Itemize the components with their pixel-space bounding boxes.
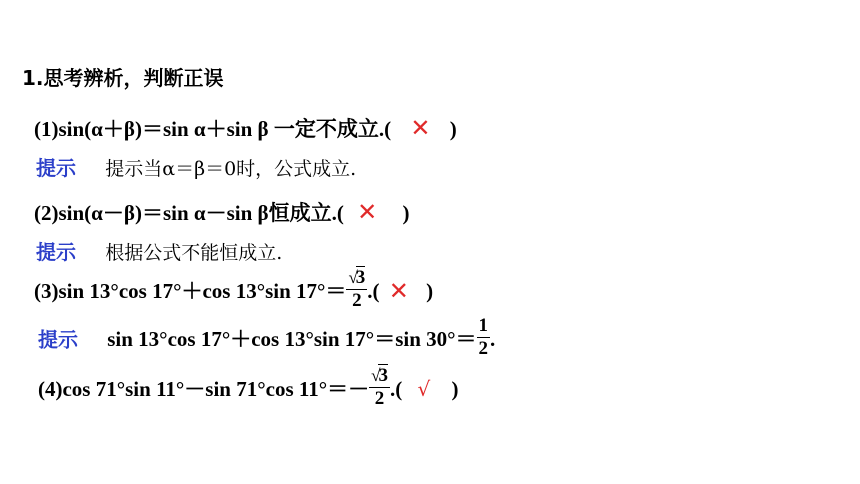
wrong-mark-icon: ✕ <box>410 114 431 142</box>
statement-4 <box>38 365 459 411</box>
check-mark-icon: √ <box>417 377 431 402</box>
hint-3-after: . <box>490 326 496 351</box>
sqrt-icon: √ <box>348 268 358 287</box>
hint-2 <box>36 242 282 263</box>
statement-3-text: (3)sin 13°cos 17°＋cos 13°sin 17°＝ <box>34 278 347 303</box>
hint-3-text: sin 13°cos 17°＋cos 13°sin 17°＝sin 30°＝ <box>107 326 477 351</box>
hint-label: 提示 <box>38 327 78 352</box>
statement-3-close: ) <box>426 278 434 303</box>
statement-1-text: (1)sin(α＋β)＝sin α＋sin β 一定不成立.( <box>34 117 392 141</box>
statement-4-text: (4)cos 71°sin 11°－sin 71°cos 11°＝－ <box>38 376 370 401</box>
fraction-1-over-2: $\frac{1}{2}$ <box>478 315 489 359</box>
wrong-mark-icon: ✕ <box>388 277 409 306</box>
hint-1 <box>36 158 356 179</box>
hint-label: 提示 <box>36 156 76 180</box>
statement-1 <box>34 116 457 140</box>
statement-3-after: .( <box>367 278 380 303</box>
hint-label: 提示 <box>36 240 76 264</box>
statement-4-after: .( <box>389 376 403 401</box>
statement-2-close: ) <box>402 201 410 225</box>
hint-1-text: 提示当α＝β＝0时，公式成立. <box>105 158 357 180</box>
wrong-mark-icon: ✕ <box>357 198 378 226</box>
statement-1-close: ) <box>449 117 457 141</box>
hint-2-text: 根据公式不能恒成立. <box>105 242 283 264</box>
statement-2 <box>34 200 409 224</box>
statement-4-close: ) <box>451 376 459 401</box>
title: 1.思考辨析，判断正误 <box>22 66 224 90</box>
hint-3 <box>38 315 496 361</box>
fraction-sqrt3-over-2: $\frac{√3}{2}$ <box>348 267 366 311</box>
statement-2-text: (2)sin(α－β)＝sin α－sin β恒成立.( <box>34 201 344 225</box>
statement-3 <box>34 267 434 313</box>
sqrt-icon: √ <box>371 366 381 385</box>
fraction-sqrt3-over-2: $\frac{√3}{2}$ <box>371 365 388 409</box>
